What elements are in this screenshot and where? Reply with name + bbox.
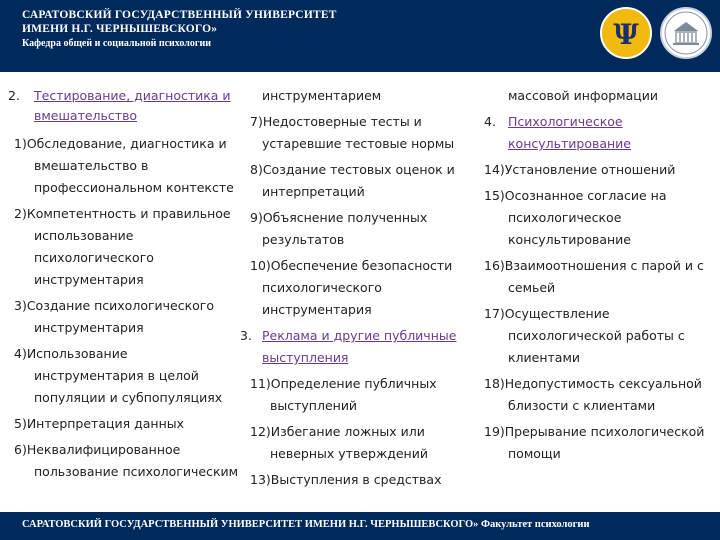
list-item-text: инструментария [34,272,144,287]
list-item-text: инструментария [262,302,372,317]
section-heading-link[interactable]: вмешательство [34,108,138,123]
list-item-text: 4)Использование [14,346,128,361]
list-item-text: устаревшие тестовые нормы [262,136,455,151]
list-item-text: популяции и субпопуляциях [34,390,223,405]
list-item-text: 4. [484,114,496,129]
list-item-text: 9)Объяснение полученных [250,210,428,225]
list-item-text: выступлений [270,398,358,413]
slide-content [0,78,720,498]
list-item-text: консультирование [508,232,631,247]
list-item-text: результатов [262,232,345,247]
list-item-text: неверных утверждений [270,446,428,461]
list-item-text: массовой информации [508,88,659,103]
list-item-text: 14)Установление отношений [484,162,676,177]
header-text [22,8,337,51]
section-heading-link[interactable]: Реклама и другие публичные [262,328,457,343]
list-item-text: 10)Обеспечение безопасности [250,258,453,273]
list-item-text: семьей [508,280,556,295]
psi-emblem-icon: Ψ [600,7,652,59]
list-item-text: близости с клиентами [508,398,656,413]
university-name-line2: ИМЕНИ Н.Г. ЧЕРНЫШЕВСКОГО» [22,23,218,35]
section-heading-link[interactable]: Психологическое [508,114,623,129]
list-item-text: психологическое [508,210,622,225]
list-item-text: 3)Создание психологического [14,298,215,313]
list-item-text: 11)Определение публичных [250,376,437,391]
section-heading-link[interactable]: консультирование [508,136,631,151]
footer-bar [0,512,720,540]
list-item-text: 12)Избегание ложных или [250,424,425,439]
section-heading-link[interactable]: Тестирование, диагностика и [34,88,231,103]
list-item-text: интерпретаций [262,184,365,199]
list-item-text: психологического [34,250,154,265]
university-name-line1: САРАТОВСКИЙ ГОСУДАРСТВЕННЫЙ УНИВЕРСИТЕТ [22,9,337,21]
list-item-text: вмешательство в [34,158,149,173]
section-heading-link[interactable]: выступления [262,350,349,365]
list-item-text: пользование психологическим [34,464,239,479]
list-item-text: 3. [240,328,252,343]
list-item-text: использование [34,228,134,243]
list-item-text: 6)Неквалифицированное [14,442,181,457]
list-item-text: 19)Прерывание психологической [484,424,705,439]
header-bar [0,0,720,72]
list-item-text: 18)Недопустимость сексуальной [484,376,702,391]
list-item-text: профессиональном контексте [34,180,234,195]
list-item-text: 8)Создание тестовых оценок и [250,162,455,177]
footer-text: САРАТОВСКИЙ ГОСУДАРСТВЕННЫЙ УНИВЕРСИТЕТ ИМЕНИ Н.Г. ЧЕРНЫШЕВСКОГО» Факультет психологии [22,519,590,530]
list-item-text: 16)Взаимоотношения с парой и с [484,258,704,273]
list-item-text: 2)Компетентность и правильное [14,206,231,221]
list-item-text: психологической работы с [508,328,685,343]
list-item-text: 7)Недостоверные тесты и [250,114,422,129]
list-item-text: инструментарием [262,88,382,103]
list-item-text: 2. [8,88,20,103]
list-item-text: 5)Интерпретация данных [14,416,185,431]
list-item-text: клиентами [508,350,581,365]
list-item-text: психологического [262,280,382,295]
list-item-text: помощи [508,446,561,461]
list-item-text: инструментария [34,320,144,335]
list-item-text: 1)Обследование, диагностика и [14,136,227,151]
list-item-text: 17)Осуществление [484,306,610,321]
list-item-text: 15)Осознанное согласие на [484,188,667,203]
university-building-icon [660,7,712,59]
list-item-text: 13)Выступления в средствах [250,472,442,487]
department-name: Кафедра общей и социальной психологии [22,38,211,49]
list-item-text: инструментария в целой [34,368,199,383]
